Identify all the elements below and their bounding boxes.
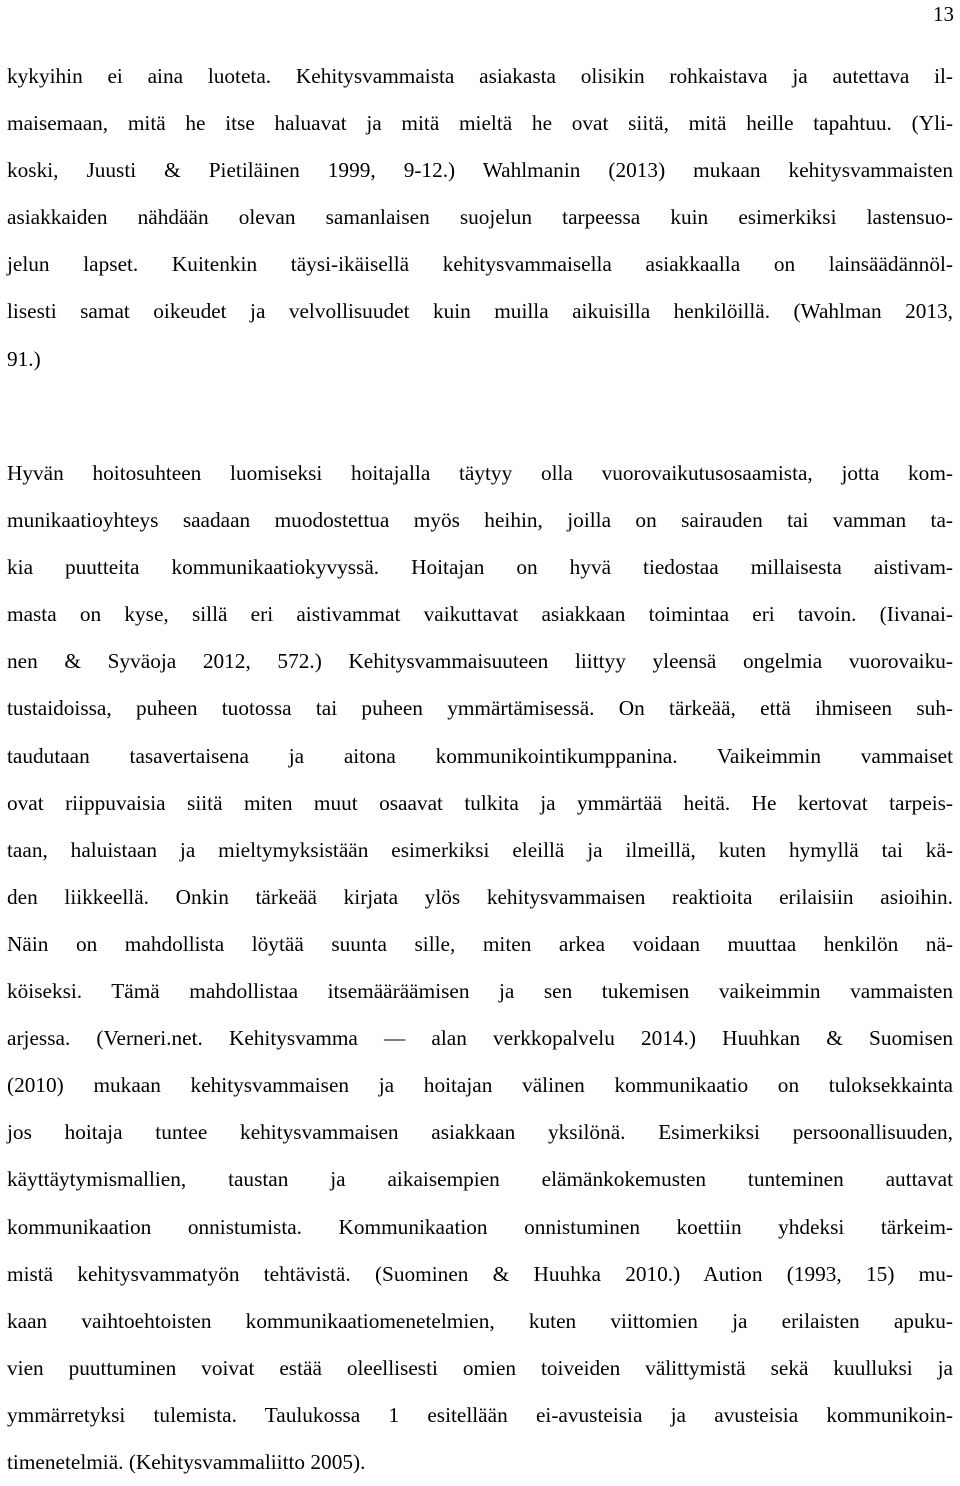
paragraph-line: jelun lapset. Kuitenkin täysi-ikäisellä kehitysvammaisella asiakkaalla on lainsäädännöl- bbox=[7, 252, 953, 277]
paragraph-line: köiseksi. Tämä mahdollistaa itsemääräämisen ja sen tukemisen vaikeimmin vammaisten bbox=[7, 979, 953, 1004]
paragraph-line: jos hoitaja tuntee kehitysvammaisen asiakkaan yksilönä. Esimerkiksi persoonallisuuden, bbox=[7, 1120, 953, 1145]
page-number: 13 bbox=[933, 2, 954, 26]
paragraph-line: asiakkaiden nähdään olevan samanlaisen suojelun tarpeessa kuin esimerkiksi lastensuo- bbox=[7, 205, 953, 230]
paragraph-line: den liikkeellä. Onkin tärkeää kirjata ylös kehitysvammaisen reaktioita erilaisiin asioihin. bbox=[7, 884, 953, 909]
paragraph-line: kaan vaihtoehtoisten kommunikaatiomenetelmien, kuten viittomien ja erilaisten apuku- bbox=[7, 1308, 953, 1333]
paragraph-line: mistä kehitysvammatyön tehtävistä. (Suominen & Huuhka 2010.) Aution (1993, 15) mu- bbox=[7, 1261, 953, 1286]
paragraph-line: kommunikaation onnistumista. Kommunikaation onnistuminen koettiin yhdeksi tärkeim- bbox=[7, 1214, 953, 1239]
paragraph-line: timenetelmiä. (Kehitysvammaliitto 2005). bbox=[7, 1449, 366, 1474]
paragraph-line: Näin on mahdollista löytää suunta sille, miten arkea voidaan muuttaa henkilön nä- bbox=[7, 931, 953, 956]
paragraph-line: taudutaan tasavertaisena ja aitona kommunikointikumppanina. Vaikeimmin vammaiset bbox=[7, 743, 953, 768]
paragraph-line: ymmärretyksi tulemista. Taulukossa 1 esitellään ei-avusteisia ja avusteisia kommunikoin- bbox=[7, 1402, 953, 1427]
paragraph-line: munikaatioyhteys saadaan muodostettua myös heihin, joilla on sairauden tai vamman ta- bbox=[7, 508, 953, 533]
paragraph-line: kia puutteita kommunikaatiokyvyssä. Hoitajan on hyvä tiedostaa millaisesta aistivam- bbox=[7, 555, 953, 580]
paragraph-line: masta on kyse, sillä eri aistivammat vaikuttavat asiakkaan toimintaa eri tavoin. (Iivanai- bbox=[7, 602, 953, 627]
paragraph-line: vien puuttuminen voivat estää oleellisesti omien toiveiden välittymistä sekä kuulluksi ja bbox=[7, 1355, 953, 1380]
paragraph-line: käyttäytymismallien, taustan ja aikaisempien elämänkokemusten tunteminen auttavat bbox=[7, 1167, 953, 1192]
paragraph-line: nen & Syväoja 2012, 572.) Kehitysvammaisuuteen liittyy yleensä ongelmia vuorovaiku- bbox=[7, 649, 953, 674]
paragraph-line: ovat riippuvaisia siitä miten muut osaavat tulkita ja ymmärtää heitä. He kertovat tarpeis- bbox=[7, 790, 953, 815]
paragraph-line: maisemaan, mitä he itse haluavat ja mitä mieltä he ovat siitä, mitä heille tapahtuu. (Yli- bbox=[7, 111, 953, 136]
paragraph-line: (2010) mukaan kehitysvammaisen ja hoitajan välinen kommunikaatio on tuloksekkainta bbox=[7, 1073, 953, 1098]
paragraph-line: 91.) bbox=[7, 346, 41, 371]
paragraph-line: tustaidoissa, puheen tuotossa tai puheen ymmärtämisessä. On tärkeää, että ihmiseen suh- bbox=[7, 696, 953, 721]
paragraph-line: kykyihin ei aina luoteta. Kehitysvammaista asiakasta olisikin rohkaistava ja autettava il- bbox=[7, 64, 953, 88]
paragraph-line: taan, haluistaan ja mieltymyksistään esimerkiksi eleillä ja ilmeillä, kuten hymyllä tai kä- bbox=[7, 837, 953, 862]
paragraph-line: koski, Juusti & Pietiläinen 1999, 9-12.) Wahlmanin (2013) mukaan kehitysvammaisten bbox=[7, 158, 953, 183]
paragraph-line: Hyvän hoitosuhteen luomiseksi hoitajalla täytyy olla vuorovaikutusosaamista, jotta kom- bbox=[7, 461, 953, 485]
paragraph-2 bbox=[7, 450, 953, 1486]
paragraph-1 bbox=[7, 53, 953, 383]
paragraph-line: arjessa. (Verneri.net. Kehitysvamma — alan verkkopalvelu 2014.) Huuhkan & Suomisen bbox=[7, 1026, 953, 1051]
paragraph-line: lisesti samat oikeudet ja velvollisuudet kuin muilla aikuisilla henkilöillä. (Wahlman 2013, bbox=[7, 299, 953, 324]
